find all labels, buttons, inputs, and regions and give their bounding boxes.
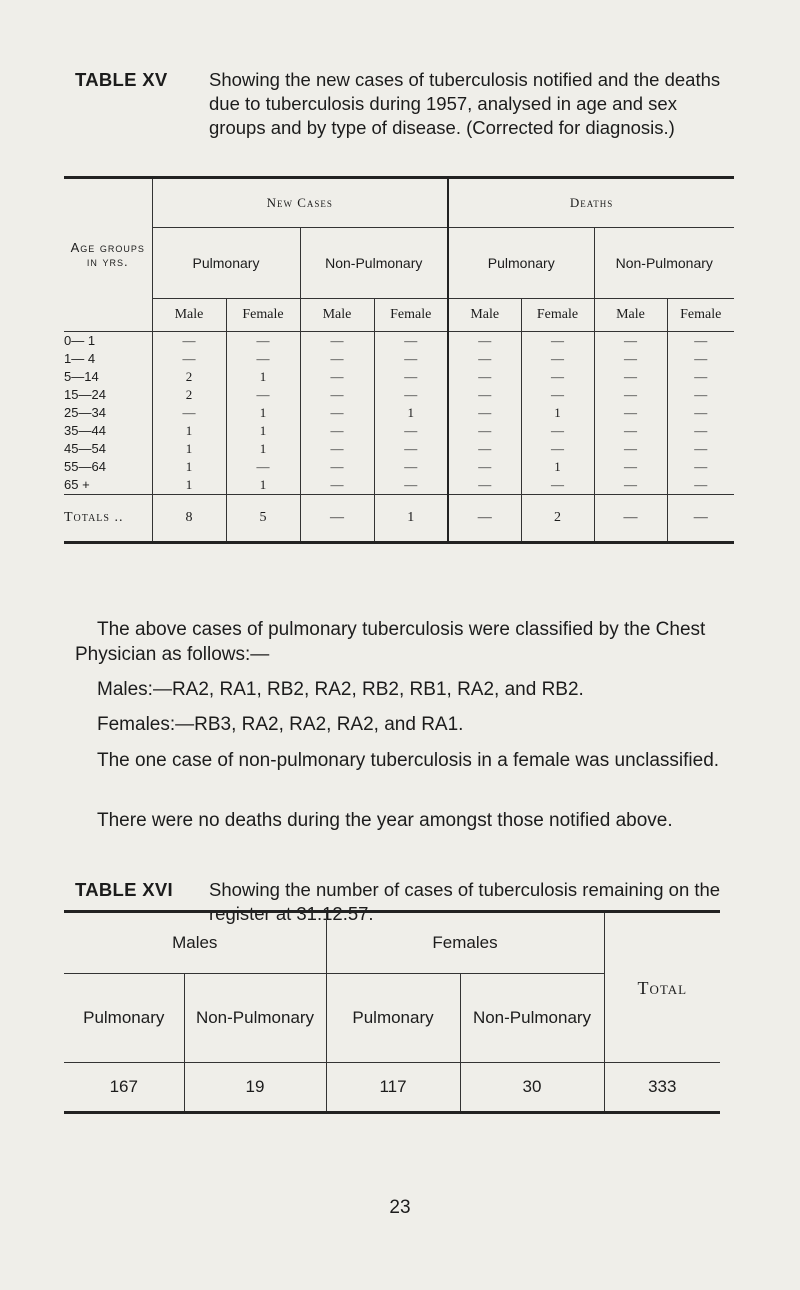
data-cell: 1 xyxy=(521,404,594,422)
type-header: Non-Pulmonary xyxy=(300,228,448,299)
data-cell: — xyxy=(226,350,300,368)
data-cell: 1 xyxy=(521,458,594,476)
age-group-cell: 25—34 xyxy=(64,405,106,420)
sex-header: Male xyxy=(152,299,226,332)
value-cell: 19 xyxy=(184,1063,326,1113)
table-row xyxy=(64,350,734,368)
data-cell: — xyxy=(448,386,521,404)
data-cell: — xyxy=(300,440,374,458)
total-cell: 2 xyxy=(521,495,594,543)
data-cell: — xyxy=(300,386,374,404)
type-header: Non-Pulmonary xyxy=(594,228,734,299)
females-classification: Females:—RB3, RA2, RA2, RA2, and RA1. xyxy=(97,714,464,735)
data-cell: — xyxy=(594,386,667,404)
age-group-cell: 1— 4 xyxy=(64,351,96,366)
data-cell: — xyxy=(374,422,448,440)
data-cell: — xyxy=(521,476,594,495)
data-cell: — xyxy=(594,422,667,440)
males-header: Males xyxy=(172,933,218,952)
data-cell: — xyxy=(226,386,300,404)
data-cell: — xyxy=(300,368,374,386)
data-cell: — xyxy=(667,458,734,476)
data-cell: — xyxy=(448,476,521,495)
table-xv-body xyxy=(64,332,734,495)
total-header: Total xyxy=(604,912,720,1063)
table-xvi-title: Showing the number of cases of tuberculosis remaining on the register at 31.12.57. xyxy=(209,879,721,924)
total-cell: 5 xyxy=(226,495,300,543)
value-cell: 167 xyxy=(64,1063,184,1113)
data-cell: 1 xyxy=(226,440,300,458)
data-cell: — xyxy=(226,332,300,351)
table-row xyxy=(64,332,734,351)
table-row xyxy=(64,404,734,422)
data-cell: — xyxy=(448,332,521,351)
data-cell: — xyxy=(374,476,448,495)
data-cell: — xyxy=(374,440,448,458)
data-cell: — xyxy=(448,350,521,368)
no-deaths-note: There were no deaths during the year amongst those notified above. xyxy=(97,810,673,831)
data-cell: 1 xyxy=(226,422,300,440)
value-cell: 117 xyxy=(326,1063,460,1113)
data-cell: — xyxy=(226,458,300,476)
table-xv-caption xyxy=(75,68,735,140)
data-cell: — xyxy=(448,440,521,458)
value-cell: 30 xyxy=(460,1063,604,1113)
data-cell: — xyxy=(448,422,521,440)
table-row xyxy=(64,368,734,386)
data-cell: — xyxy=(521,386,594,404)
data-cell: 1 xyxy=(152,476,226,495)
data-cell: — xyxy=(594,458,667,476)
data-cell: — xyxy=(300,422,374,440)
totals-label: Totals .. xyxy=(64,495,152,543)
new-cases-header: New Cases xyxy=(152,178,448,228)
type-header: Pulmonary xyxy=(448,228,594,299)
sex-header: Female xyxy=(667,299,734,332)
data-cell: — xyxy=(300,476,374,495)
data-cell: 1 xyxy=(152,422,226,440)
table-row xyxy=(64,458,734,476)
data-cell: — xyxy=(521,350,594,368)
data-cell: — xyxy=(667,368,734,386)
age-group-cell: 55—64 xyxy=(64,459,106,474)
data-cell: — xyxy=(667,332,734,351)
data-cell: — xyxy=(594,476,667,495)
classification-paragraph: The above cases of pulmonary tuberculosis were classified by the Chest Physician as follows:— xyxy=(75,619,706,665)
data-cell: 1 xyxy=(152,440,226,458)
total-cell: — xyxy=(448,495,521,543)
deaths-header: Deaths xyxy=(448,178,734,228)
data-cell: — xyxy=(374,350,448,368)
data-cell: — xyxy=(300,404,374,422)
table-xv-title: Showing the new cases of tuberculosis notified and the deaths due to tuberculosis during 1957, analysed in age and sex groups and by type of disease. (Corrected for diagnosis.) xyxy=(209,69,721,138)
sex-header: Male xyxy=(448,299,521,332)
data-cell: — xyxy=(594,332,667,351)
data-cell: — xyxy=(521,440,594,458)
data-cell: 2 xyxy=(152,368,226,386)
table-row xyxy=(64,440,734,458)
table-row xyxy=(64,422,734,440)
males-classification: Males:—RA2, RA1, RB2, RA2, RB2, RB1, RA2, and RB2. xyxy=(97,679,584,700)
age-group-cell: 0— 1 xyxy=(64,333,96,348)
data-cell: 1 xyxy=(226,476,300,495)
type-header: Non-Pulmonary xyxy=(184,974,326,1063)
type-header: Pulmonary xyxy=(152,228,300,299)
sex-header: Female xyxy=(521,299,594,332)
total-value-cell: 333 xyxy=(604,1063,720,1113)
age-group-cell: 45—54 xyxy=(64,441,106,456)
sex-header: Female xyxy=(226,299,300,332)
sex-header: Male xyxy=(300,299,374,332)
data-cell: — xyxy=(374,458,448,476)
type-header: Non-Pulmonary xyxy=(460,974,604,1063)
total-cell: — xyxy=(300,495,374,543)
total-cell: — xyxy=(667,495,734,543)
data-cell: — xyxy=(667,440,734,458)
total-cell: — xyxy=(594,495,667,543)
data-cell: 1 xyxy=(226,404,300,422)
page-number: 23 xyxy=(389,1197,411,1218)
total-cell: 1 xyxy=(374,495,448,543)
data-cell: — xyxy=(594,350,667,368)
age-groups-header: Age groups in yrs. xyxy=(64,178,152,332)
sex-header: Male xyxy=(594,299,667,332)
data-cell: — xyxy=(448,404,521,422)
data-cell: — xyxy=(152,332,226,351)
age-group-cell: 15—24 xyxy=(64,387,106,402)
data-cell: — xyxy=(448,368,521,386)
data-cell: — xyxy=(374,368,448,386)
table-xv-label: TABLE XV xyxy=(75,69,168,90)
data-cell: — xyxy=(374,386,448,404)
data-cell: — xyxy=(300,350,374,368)
data-cell: — xyxy=(448,458,521,476)
type-header: Pulmonary xyxy=(64,974,184,1063)
table-row xyxy=(64,476,734,495)
data-cell: — xyxy=(667,404,734,422)
data-cell: — xyxy=(152,404,226,422)
data-cell: — xyxy=(594,404,667,422)
data-cell: — xyxy=(667,350,734,368)
data-cell: — xyxy=(667,386,734,404)
table-xvi-label: TABLE XVI xyxy=(75,879,173,900)
non-pulmonary-note: The one case of non-pulmonary tuberculosis in a female was unclassified. xyxy=(97,750,720,771)
data-cell: — xyxy=(594,440,667,458)
data-cell: — xyxy=(300,332,374,351)
data-cell: — xyxy=(594,368,667,386)
data-cell: — xyxy=(152,350,226,368)
table-xv xyxy=(64,176,734,544)
data-cell: 1 xyxy=(374,404,448,422)
total-cell: 8 xyxy=(152,495,226,543)
data-cell: — xyxy=(667,422,734,440)
age-group-cell: 65 + xyxy=(64,477,90,492)
data-cell: 1 xyxy=(152,458,226,476)
data-cell: 2 xyxy=(152,386,226,404)
data-cell: 1 xyxy=(226,368,300,386)
sex-header: Female xyxy=(374,299,448,332)
table-xvi xyxy=(64,910,720,1114)
age-group-cell: 35—44 xyxy=(64,423,106,438)
type-header: Pulmonary xyxy=(326,974,460,1063)
females-header: Females xyxy=(326,912,604,974)
data-cell: — xyxy=(300,458,374,476)
data-cell: — xyxy=(667,476,734,495)
age-group-cell: 5—14 xyxy=(64,369,99,384)
totals-row xyxy=(64,495,734,543)
data-cell: — xyxy=(521,368,594,386)
data-cell: — xyxy=(374,332,448,351)
data-cell: — xyxy=(521,332,594,351)
table-row xyxy=(64,386,734,404)
data-cell: — xyxy=(521,422,594,440)
